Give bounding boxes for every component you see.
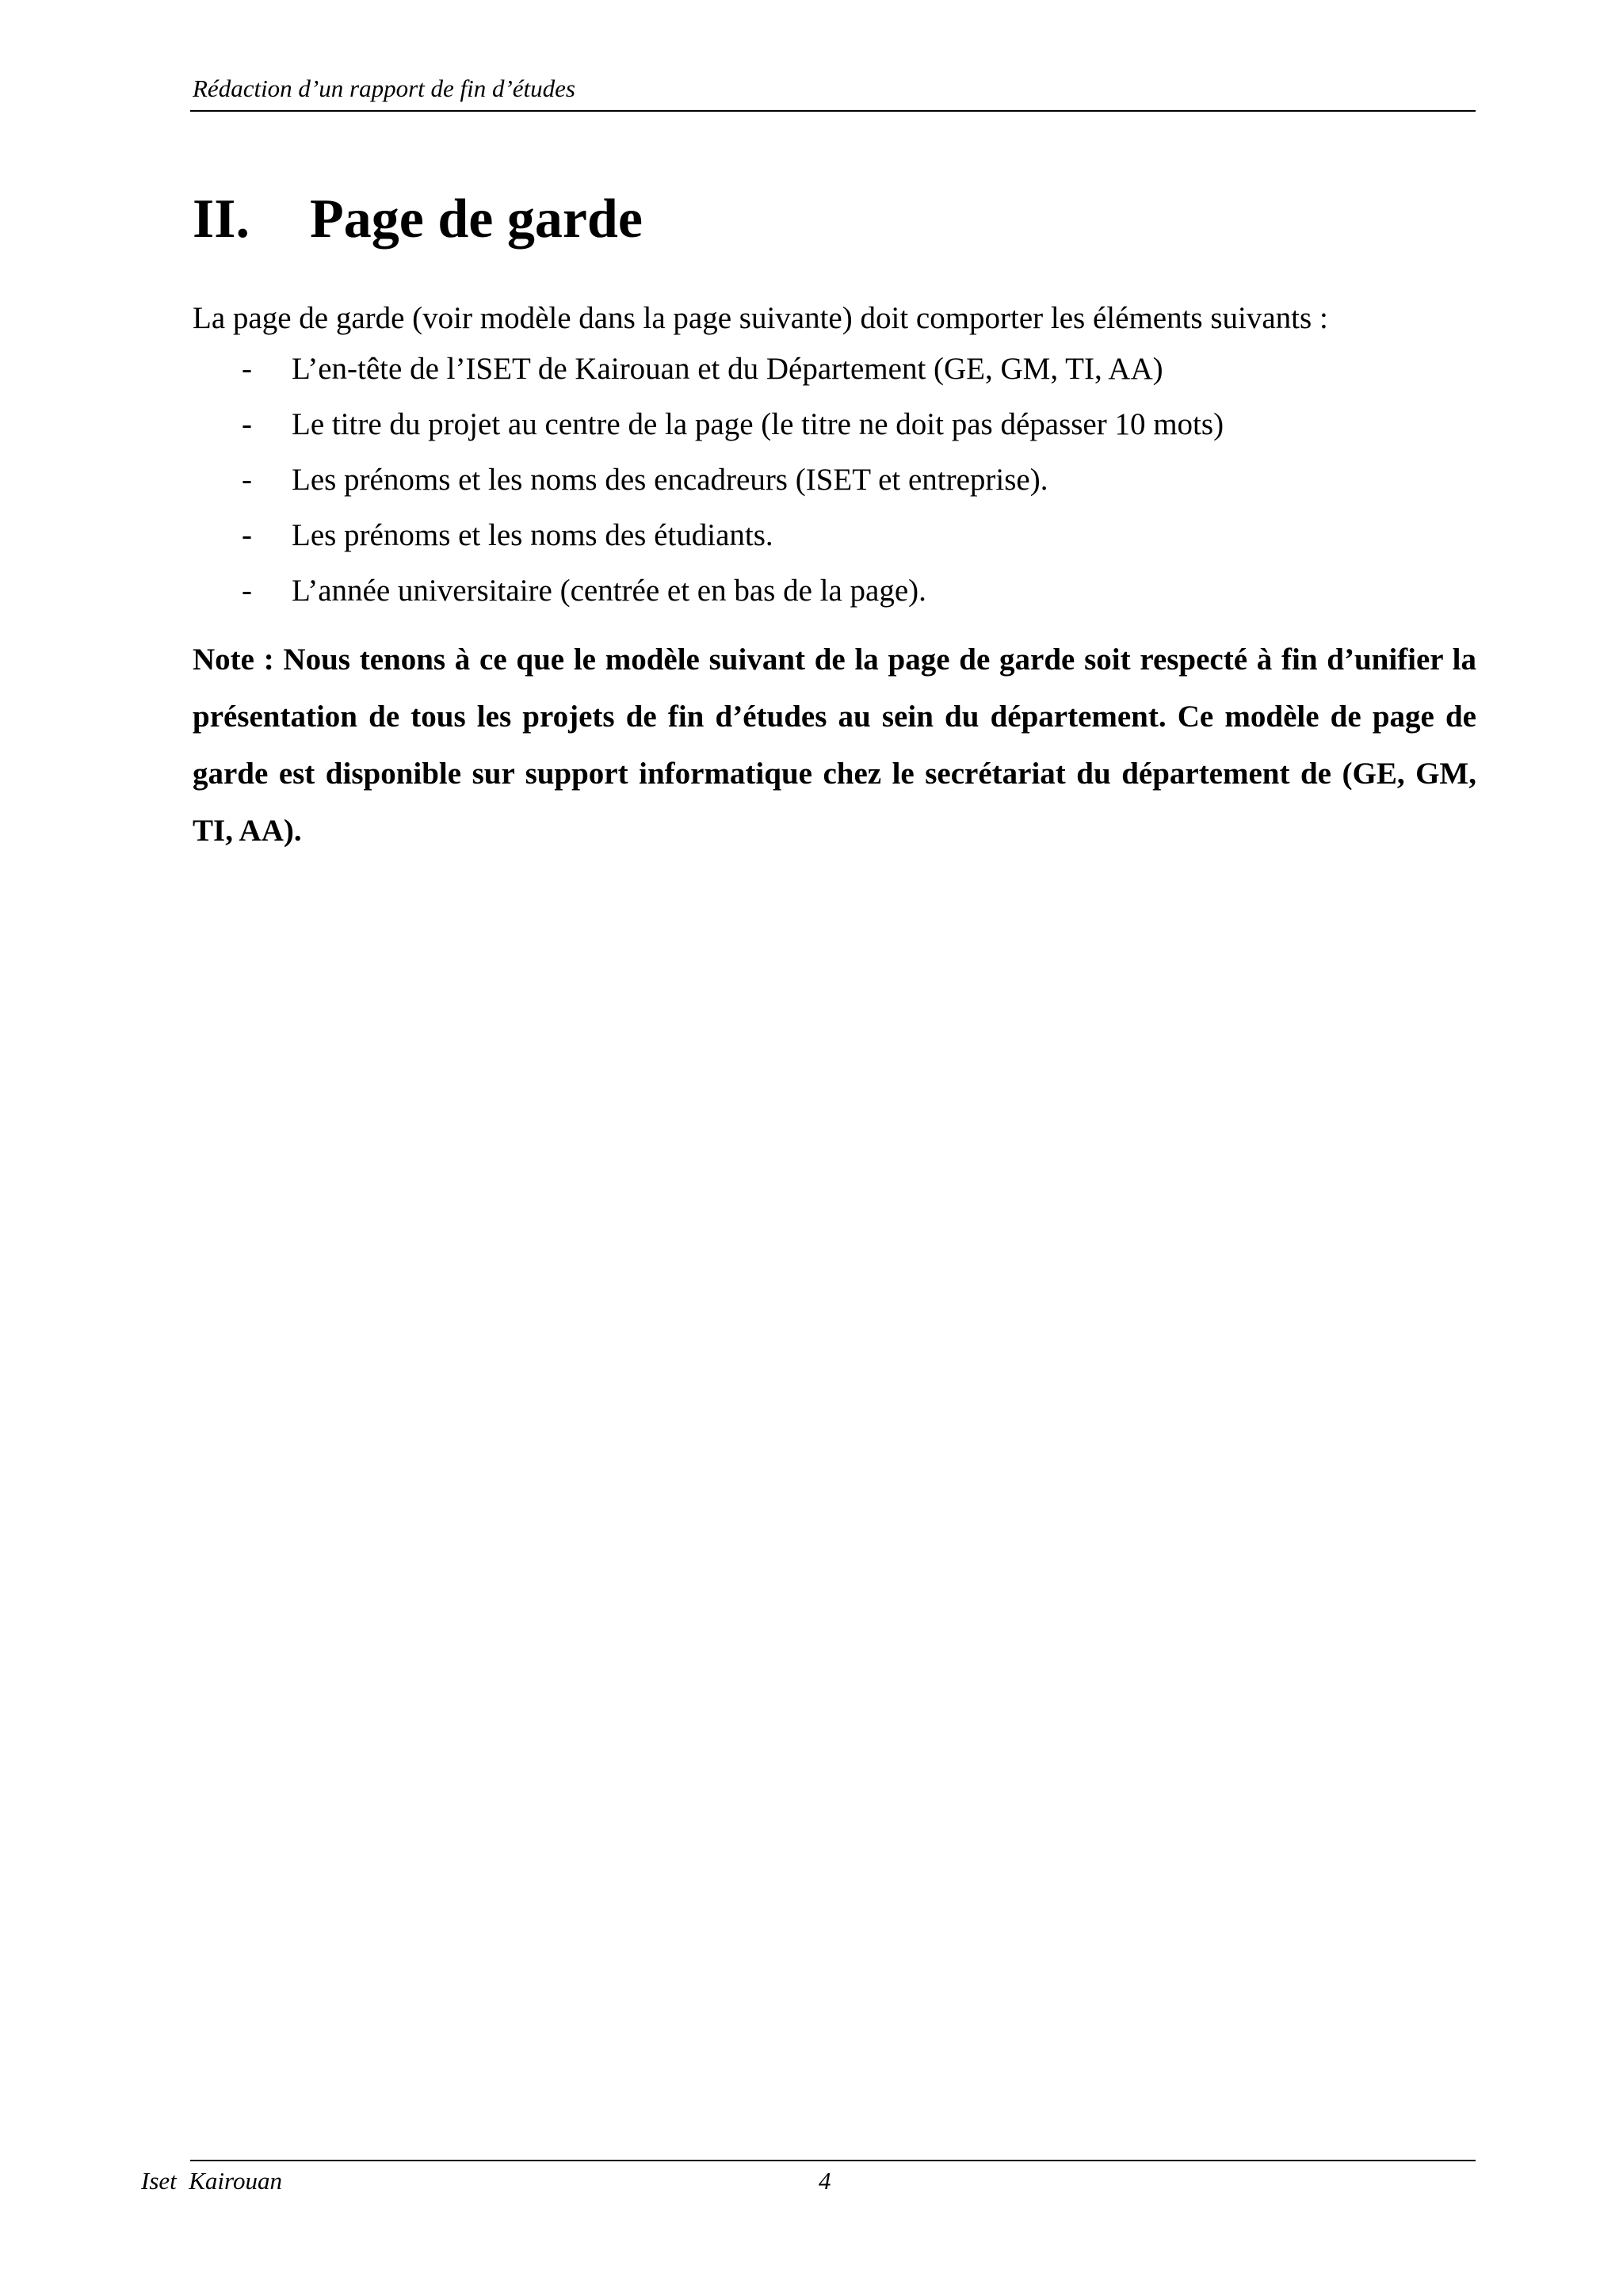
- bullet-text: Les prénoms et les noms des étudiants.: [292, 518, 773, 552]
- section-heading: [193, 184, 643, 255]
- note-paragraph: Note : Nous tenons à ce que le modèle suivant de la page de garde soit respecté à fin d’unifier la présentation de tous les projets de fin d’études au sein du département. Ce modèle de page de garde est disponible sur support informatique chez le secrétariat du département de (GE, GM, TI, AA).: [193, 643, 1476, 848]
- header-rule: [190, 110, 1476, 112]
- running-header: Rédaction d’un rapport de fin d’études: [193, 74, 575, 102]
- bullet-text: Les prénoms et les noms des encadreurs (ISET et entreprise).: [292, 463, 1048, 497]
- bullet-marker: -: [242, 352, 252, 386]
- list-item: [193, 406, 1476, 461]
- page-number: 4: [819, 2167, 831, 2195]
- section-title: Page de garde: [310, 189, 643, 250]
- intro-paragraph: La page de garde (voir modèle dans la page suivante) doit comporter les éléments suivants :: [193, 301, 1328, 335]
- bullet-text: L’en-tête de l’ISET de Kairouan et du Département (GE, GM, TI, AA): [292, 352, 1163, 386]
- list-item: [193, 572, 1476, 627]
- bullet-marker: -: [242, 574, 252, 608]
- bullet-list: [193, 350, 1476, 627]
- bullet-marker: -: [242, 518, 252, 552]
- bullet-text: Le titre du projet au centre de la page (le titre ne doit pas dépasser 10 mots): [292, 407, 1224, 441]
- section-number: II.: [193, 189, 250, 250]
- footer-rule: [190, 2160, 1476, 2161]
- list-item: [193, 461, 1476, 517]
- list-item: [193, 517, 1476, 572]
- bullet-marker: -: [242, 463, 252, 497]
- bullet-marker: -: [242, 407, 252, 441]
- list-item: [193, 350, 1476, 406]
- footer-institution: Iset Kairouan: [141, 2167, 282, 2195]
- bullet-text: L’année universitaire (centrée et en bas de la page).: [292, 574, 926, 608]
